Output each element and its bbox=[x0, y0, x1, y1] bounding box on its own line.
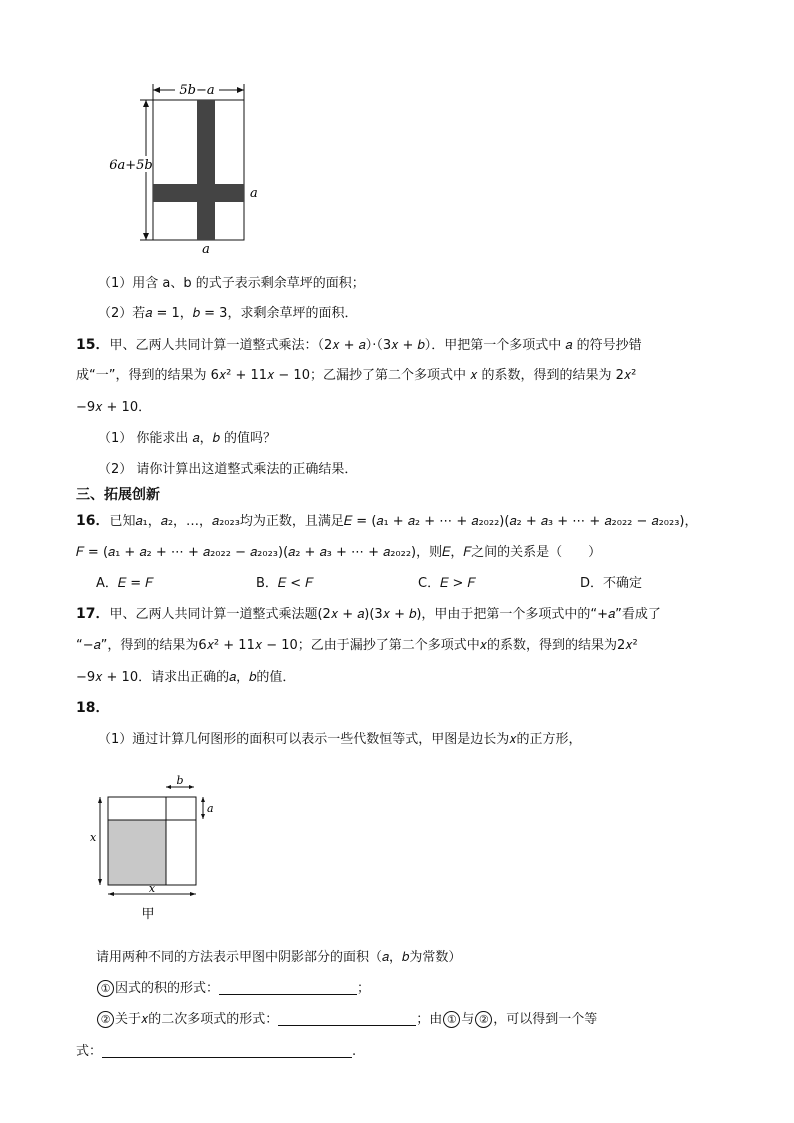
q15-sub1: （1） 你能求出 𝑎，𝑏 的值吗？ bbox=[98, 431, 276, 446]
q18-ask: 请用两种不同的方法表示甲图中阴影部分的面积（𝑎，𝑏为常数） bbox=[96, 950, 462, 965]
q18-item1-text: 因式的积的形式： bbox=[115, 981, 220, 996]
fig2-a-label: a bbox=[207, 802, 214, 815]
q15-line1 bbox=[76, 334, 642, 354]
q16-number: 16． bbox=[76, 513, 110, 529]
circle-1-ref: ① bbox=[443, 1011, 460, 1028]
q15-number: 15． bbox=[76, 337, 110, 353]
answer-blank-2[interactable] bbox=[278, 1011, 416, 1026]
q17-line2: “−𝑎”，得到的结果为6𝑥² + 11𝑥 − 10；乙由于漏抄了第二个多项式中𝑥的系数，得到的结果为2𝑥² bbox=[76, 638, 638, 653]
q15-line3: −9𝑥 + 10． bbox=[76, 400, 152, 415]
q17-line3: −9𝑥 + 10．请求出正确的𝑎，𝑏的值． bbox=[76, 670, 296, 685]
fig1-right-label: a bbox=[250, 186, 258, 201]
fig2-x-bottom-label: x bbox=[148, 882, 156, 895]
q15-line2: 成“一”，得到的结果为 6𝑥² + 11𝑥 − 10；乙漏抄了第二个多项式中 𝑥 的系数，得到的结果为 2𝑥² bbox=[76, 368, 637, 383]
circle-1: ① bbox=[97, 980, 114, 997]
q18-part1: （1）通过计算几何图形的面积可以表示一些代数恒等式，甲图是边长为𝑥的正方形， bbox=[98, 732, 582, 747]
q17-text1: 甲、乙两人共同计算一道整式乘法题(2𝑥 + 𝑎)(3𝑥 + 𝑏)，甲由于把第一个多项式中的“+𝑎”看成了 bbox=[109, 607, 661, 622]
square-figure-jia bbox=[86, 775, 226, 925]
q18-line3-text: 式： bbox=[76, 1044, 103, 1059]
section-heading: 三、拓展创新 bbox=[76, 487, 160, 503]
q16-line2: 𝐹 = (𝑎₁ + 𝑎₂ + ⋯ + 𝑎₂₀₂₂ − 𝑎₂₀₂₃)(𝑎₂ + 𝑎₃ + ⋯ + 𝑎₂₀₂₂)，则𝐸，𝐹之间的关系是（ ） bbox=[76, 545, 602, 560]
horizontal-path bbox=[153, 184, 244, 202]
q18-item1-end: ； bbox=[357, 981, 371, 996]
q18-number: 18． bbox=[76, 700, 110, 716]
q18-item2-end: ，可以得到一个等 bbox=[493, 1012, 598, 1027]
q18-item1 bbox=[96, 977, 370, 997]
answer-blank-3[interactable] bbox=[102, 1043, 352, 1058]
vertical-path bbox=[197, 100, 215, 240]
q16-option-b: B．𝐸 < 𝐹 bbox=[256, 576, 314, 591]
q16-option-d: D．不确定 bbox=[580, 576, 643, 591]
q18-item2-and: 与 bbox=[461, 1012, 475, 1027]
q18-item2-mid: ；由 bbox=[416, 1012, 443, 1027]
fig1-left-label: 6a+5b bbox=[109, 158, 153, 173]
fig1-top-label: 5b−a bbox=[179, 83, 215, 98]
q14-part1: （1）用含 a、b 的式子表示剩余草坪的面积； bbox=[98, 276, 365, 291]
q17-number: 17． bbox=[76, 606, 110, 622]
fig2-x-left-label: x bbox=[90, 831, 97, 844]
q18-item2-text: 关于𝑥的二次多项式的形式： bbox=[115, 1012, 279, 1027]
lawn-figure bbox=[100, 78, 270, 258]
q16-line1 bbox=[76, 510, 698, 530]
q16-option-a: A．𝐸 = 𝐹 bbox=[96, 576, 154, 591]
q15-text1: 甲、乙两人共同计算一道整式乘法：（2𝑥 + 𝑎）·（3𝑥 + 𝑏）．甲把第一个多项式中 𝑎 的符号抄错 bbox=[109, 338, 642, 353]
q15-sub2: （2） 请你计算出这道整式乘法的正确结果． bbox=[98, 462, 358, 477]
shaded-region bbox=[108, 820, 166, 885]
circle-2-ref: ② bbox=[475, 1011, 492, 1028]
q18-line3-end: . bbox=[352, 1044, 357, 1059]
fig1-bottom-label: a bbox=[202, 242, 210, 257]
fig2-caption: 甲 bbox=[141, 907, 155, 922]
q17-line1 bbox=[76, 603, 661, 623]
q16-option-c: C．𝐸 > 𝐹 bbox=[418, 576, 476, 591]
q18-line3 bbox=[76, 1040, 356, 1059]
q18-item2 bbox=[96, 1008, 597, 1028]
q14-part2: （2）若𝑎 = 1，𝑏 = 3，求剩余草坪的面积． bbox=[98, 306, 358, 321]
q16-text1: 已知𝑎₁，𝑎₂，…，𝑎₂₀₂₃均为正数，且满足𝐸 = (𝑎₁ + 𝑎₂ + ⋯ + 𝑎₂₀₂₂)(𝑎₂ + 𝑎₃ + ⋯ + 𝑎₂₀₂₂ − 𝑎₂₀₂₃)， bbox=[109, 514, 698, 529]
answer-blank-1[interactable] bbox=[219, 980, 357, 995]
circle-2: ② bbox=[97, 1011, 114, 1028]
fig2-b-label: b bbox=[176, 775, 184, 787]
